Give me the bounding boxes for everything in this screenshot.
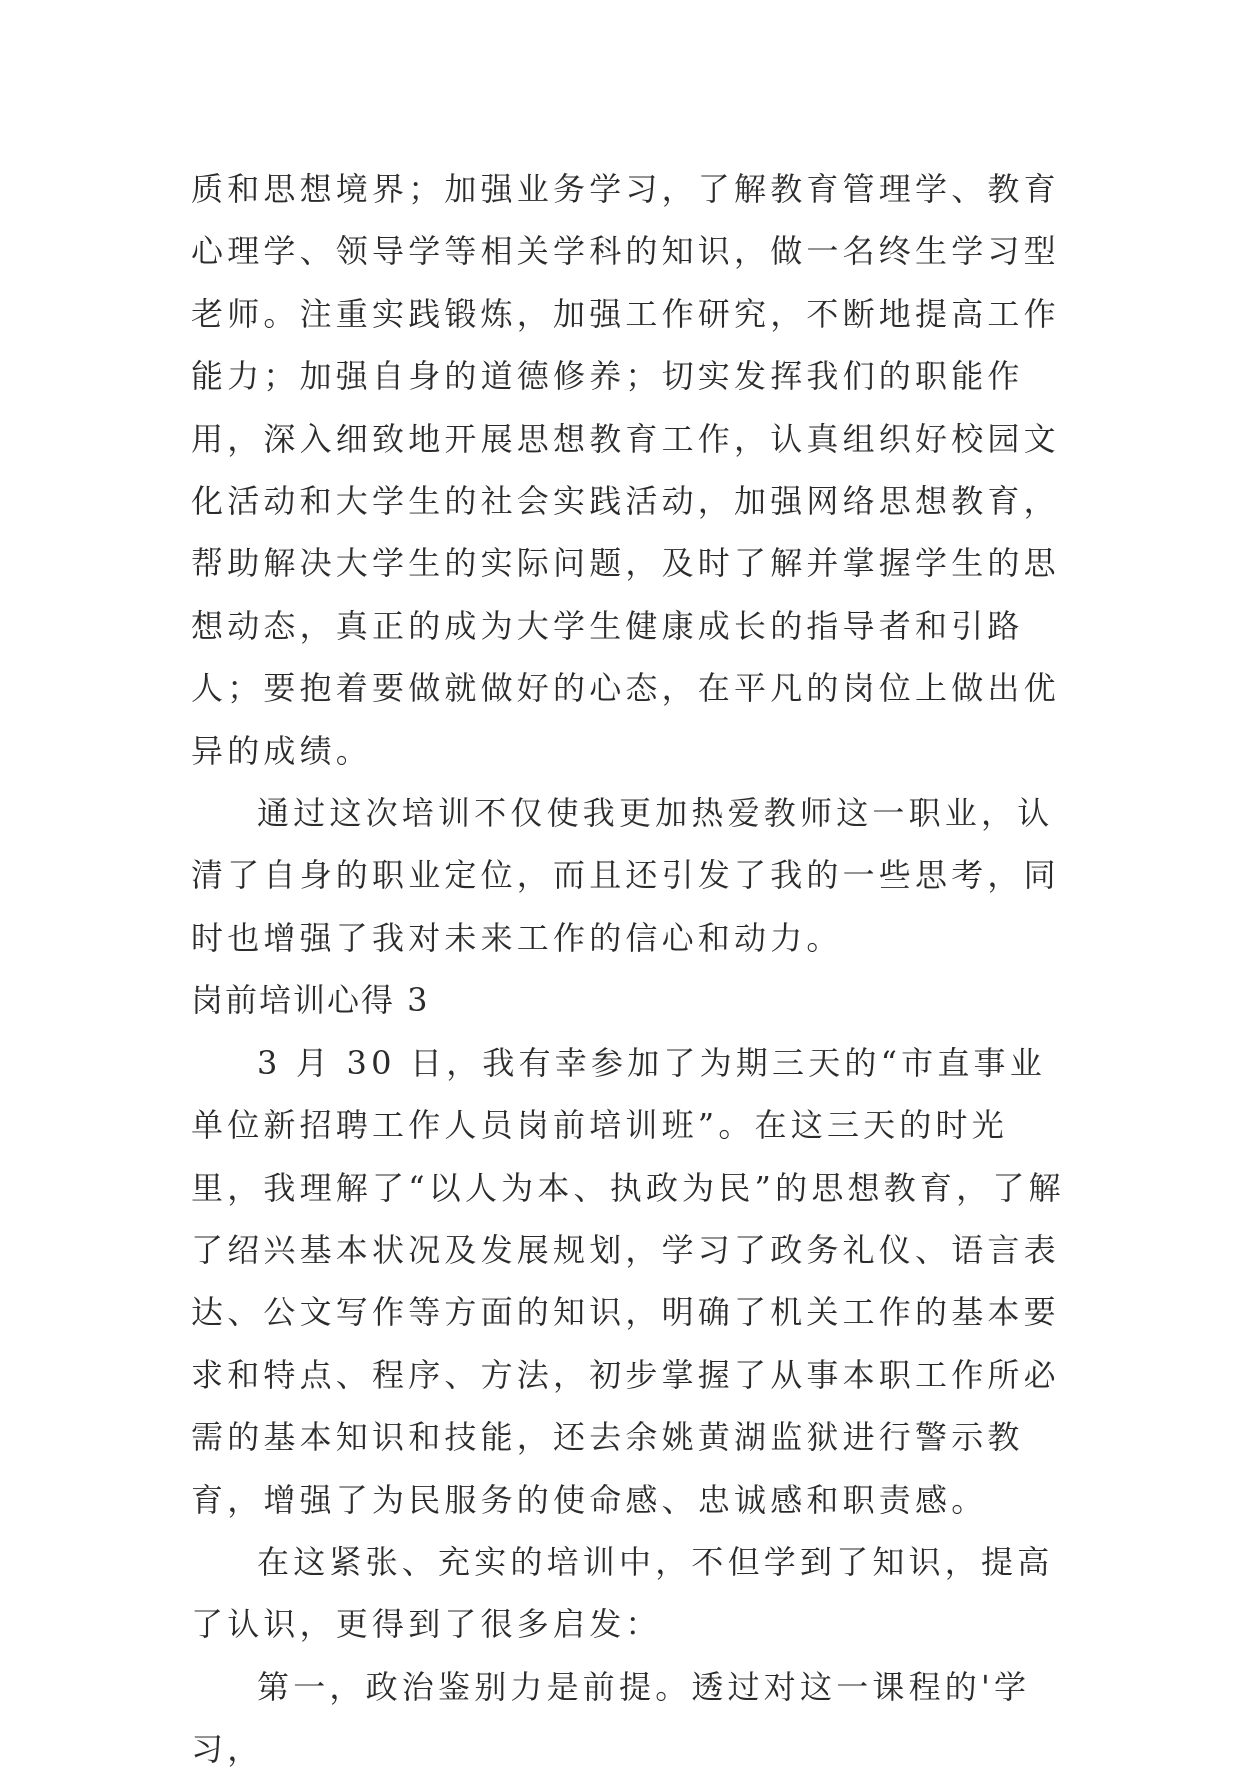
paragraph-training-reflection: 通过这次培训不仅使我更加热爱教师这一职业，认清了自身的职业定位，而且还引发了我的一些思考，同时也增强了我对未来工作的信心和动力。 <box>191 794 1060 957</box>
document-body <box>191 158 1071 1781</box>
paragraph-training-overview: 3 月 30 日，我有幸参加了为期三天的“市直事业单位新招聘工作人员岗前培训班”。在这三天的时光里，我理解了“以人为本、执政为民”的思想教育，了解了绍兴基本状况及发展规划，学习了政务礼仪、语言表达、公文写作等方面的知识，明确了机关工作的基本要求和特点、程序、方法，初步掌握了从事本职工作所必需的基本知识和技能，还去余姚黄湖监狱进行警示教育，增强了为民服务的使命感、忠诚感和职责感。 <box>191 1043 1065 1519</box>
paragraph-continuation: 质和思想境界；加强业务学习，了解教育管理学、教育心理学、领导学等相关学科的知识，做一名终生学习型老师。注重实践锻炼，加强工作研究，不断地提高工作能力；加强自身的道德修养；切实发挥我们的职能作用，深入细致地开展思想教育工作，认真组织好校园文化活动和大学生的社会实践活动，加强网络思想教育，帮助解决大学生的实际问题，及时了解并掌握学生的思想动态，真正的成为大学生健康成长的指导者和引路人；要抱着要做就做好的心态，在平凡的岗位上做出优异的成绩。 <box>191 170 1060 770</box>
paragraph-inspiration: 在这紧张、充实的培训中，不但学到了知识，提高了认识，更得到了很多启发： <box>191 1542 1054 1644</box>
paragraph-first-point: 第一，政治鉴别力是前提。透过对这一课程的'学习， <box>191 1667 1031 1769</box>
section-heading: 岗前培训心得 3 <box>191 981 430 1020</box>
